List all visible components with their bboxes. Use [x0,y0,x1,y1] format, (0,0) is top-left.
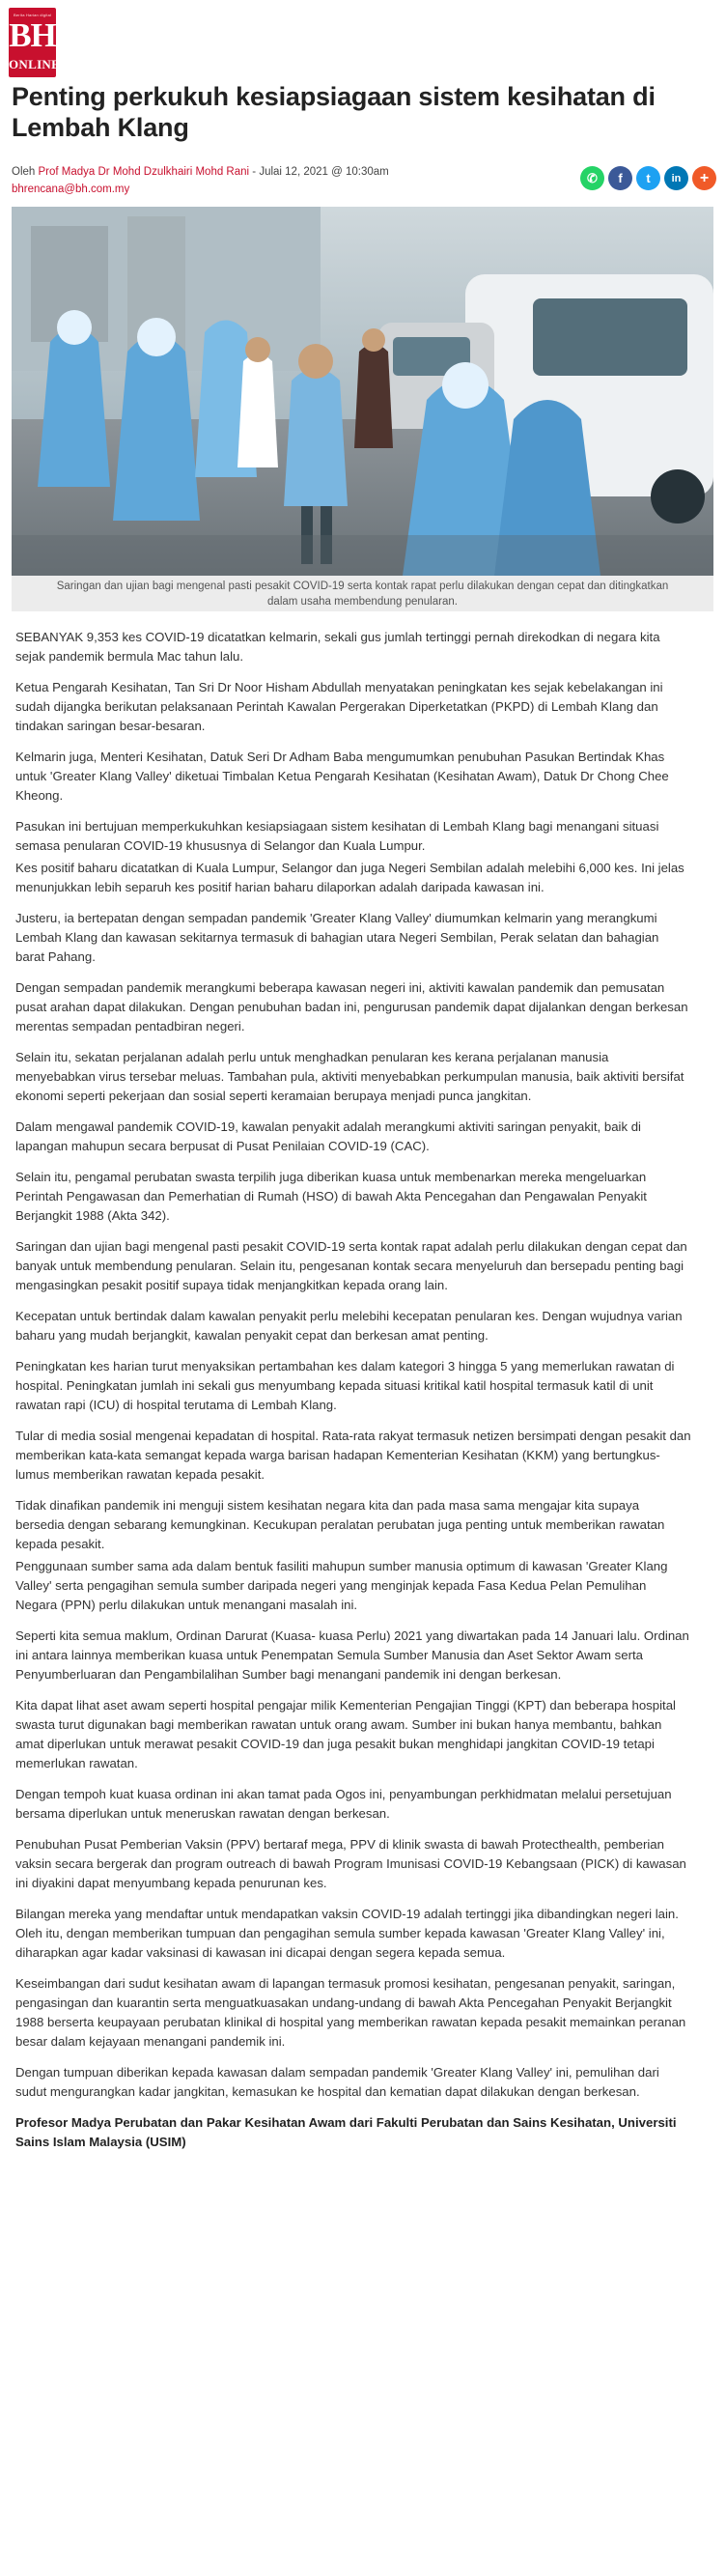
paragraph: Seperti kita semua maklum, Ordinan Darurat (Kuasa- kuasa Perlu) 2021 yang diwartakan pada 14 Januari lalu. Ordinan ini antara lainnya memberikan kuasa untuk Penempatan Semula Sumber Manusia dan Aset Sektor Awam serta Penyumberluaran dan Pengambilalihan Sumber bagi menangani pandemik ini dengan berkesan. [15,1628,689,1682]
paragraph: Tular di media sosial mengenai kepadatan di hospital. Rata-rata rakyat termasuk netizen bersimpati dengan pesakit dan memberikan kata-kata semangat kepada warga barisan hadapan Kementerian Kesihatan (KKM) yang bertungkus-lumus memberikan rawatan kepada pesakit. [15,1429,691,1482]
paragraph: Dengan tempoh kuat kuasa ordinan ini akan tamat pada Ogos ini, penyambungan perkhidmatan melalui persetujuan bersama diperlukan untuk meneruskan rawatan dengan berkesan. [15,1787,672,1821]
paragraph: Kelmarin juga, Menteri Kesihatan, Datuk Seri Dr Adham Baba mengumumkan penubuhan Pasukan Bertindak Khas untuk 'Greater Klang Valley' diketuai Timbalan Ketua Pengarah Kesihatan (Kesihatan Awam), Datuk Dr Chong Chee Kheong. [15,750,669,803]
paragraph: Keseimbangan dari sudut kesihatan awam di lapangan termasuk promosi kesihatan, pengesanan penyakit, saringan, pengasingan dan kuarantin serta menguatkuasakan undang-undang di bawah Akta Pencegahan Penyakit Berjangkit 1988 berserta keupayaan perubatan klinikal di hospital yang memberikan rawatan kepada pesakit memainkan peranan besar dalam kejayaan menangani pandemik ini. [15,1976,686,2049]
meta-prefix: Oleh [12,166,39,178]
twitter-icon[interactable]: t [636,166,660,190]
paragraph: Penubuhan Pusat Pemberian Vaksin (PPV) bertaraf mega, PPV di klinik swasta di bawah Protecthealth, pemberian vaksin secara bergerak dan program outreach di bawah Program Imunisasi COVID-19 Kebangsaan (PICK) di kawasan ini diyakini dapat menyumbang kepada penurunan kes. [15,1837,686,1890]
paragraph: Peningkatan kes harian turut menyaksikan pertambahan kes dalam kategori 3 hingga 5 yang memerlukan rawatan di hospital. Peningkatan jumlah ini sekali gus menyumbang kepada situasi kritikal katil hospital termasuk katil di unit rawatan rapi (ICU) di hospital terutama di Lembah Klang. [15,1359,675,1412]
paragraph: Kecepatan untuk bertindak dalam kawalan penyakit perlu melebihi kecepatan penularan kes. Dengan wujudnya varian baharu yang mudah berjangkit, kawalan penyakit cepat dan berkesan amat penting. [15,1309,683,1343]
author-email-link[interactable]: bhrencana@bh.com.my [12,184,130,195]
hero-photo-illustration [12,207,713,576]
paragraph: Ketua Pengarah Kesihatan, Tan Sri Dr Noor Hisham Abdullah menyatakan peningkatan kes sejak kebelakangan ini sudah dijangka berikutan pelaksanaan Perintah Kawalan Pergerakan Diperketatkan (PKPD) di Lembah Klang dan tindakan saringan besar-besaran. [15,680,663,733]
paragraph: SEBANYAK 9,353 kes COVID-19 dicatatkan kelmarin, sekali gus jumlah tertinggi pernah direkodkan di negara kita sejak pandemik bermula Mac tahun lalu. [15,630,660,664]
share-buttons [580,166,716,190]
linkedin-icon[interactable]: in [664,166,688,190]
paragraph: Dalam mengawal pandemik COVID-19, kawalan penyakit adalah merangkumi aktiviti saringan penyakit, baik di lapangan mahupun secara berpusat di Pusat Penilaian COVID-19 (CAC). [15,1119,641,1153]
paragraph: Selain itu, pengamal perubatan swasta terpilih juga diberikan kuasa untuk membenarkan mereka mengeluarkan Perintah Pengawasan dan Pemerhatian di Rumah (HSO) di bawah Akta Pencegahan dan Pengawalan Penyakit Berjangkit 1988 (Akta 342). [15,1170,647,1223]
author-link[interactable]: Prof Madya Dr Mohd Dzulkhairi Mohd Rani [38,166,250,178]
paragraph: Tidak dinafikan pandemik ini menguji sistem kesihatan negara kita dan pada masa sama mengajar kita supaya bersedia dengan sebarang kemungkinan. Kecukupan peralatan perubatan juga penting untuk memberikan rawatan kepada pesakit. [15,1498,665,1551]
paragraph: Penggunaan sumber sama ada dalam bentuk fasiliti mahupun sumber manusia optimum di kawasan 'Greater Klang Valley' serta pengagihan semula sumber daripada negeri yang menginjak kepada Fasa Kedua Pelan Pemulihan Negara (PPN) perlu dilakukan untuk menangani masalah ini. [15,1559,668,1612]
article-body [15,628,691,2164]
paragraph: Justeru, ia bertepatan dengan sempadan pandemik 'Greater Klang Valley' diumumkan kelmarin yang merangkumi Lembah Klang dan kawasan sekitarnya termasuk di bahagian utara Negeri Sembilan, Perak selatan dan bahagian barat Pahang. [15,911,659,964]
article-meta [12,166,389,178]
facebook-icon[interactable]: f [608,166,632,190]
paragraph: Dengan sempadan pandemik merangkumi beberapa kawasan negeri ini, aktiviti kawalan pandemik dan pemusatan pusat arahan dapat dilakukan. Dengan penubuhan badan ini, pengurusan pandemik dapat dijalankan dengan berkesan merentas sempadan pentadbiran negeri. [15,980,688,1033]
photo-caption: Saringan dan ujian bagi mengenal pasti pesakit COVID-19 serta kontak rapat perlu dilakukan dengan cepat dan ditingkatkan dalam usaha membendung penularan. [56,580,669,608]
logo-tagline: Berita Harian digital [14,13,52,17]
paragraph: Kita dapat lihat aset awam seperti hospital pengajar milik Kementerian Pengajian Tinggi (KPT) dan beberapa hospital swasta turut digunakan bagi memberikan rawatan untuk orang awam. Sumber ini bukan hanya membantu, bahkan amat diperlukan untuk merawat pesakit COVID-19 dan juga pesakit bukan menghidapi jangkitan COVID-19 tetapi memerlukan rawatan. [15,1698,676,1770]
logo-bh-text: BH [9,16,56,54]
paragraph: Pasukan ini bertujuan memperkukuhkan kesiapsiagaan sistem kesihatan di Lembah Klang bagi menangani situasi semasa penularan COVID-19 khususnya di Selangor dan Kuala Lumpur. [15,819,659,853]
logo-online-text: ONLINE [9,57,61,71]
article-title: Penting perkukuh kesiapsiagaan sistem kesihatan di Lembah Klang [12,82,656,142]
paragraph: Dengan tumpuan diberikan kepada kawasan dalam sempadan pandemik 'Greater Klang Valley' ini, pemulihan dari sudut mengurangkan kadar jangkitan, kemasukan ke hospital dan kematian dapat dilakukan dengan berkesan. [15,2065,659,2099]
hero-photo [12,207,713,576]
author-byline: Profesor Madya Perubatan dan Pakar Kesihatan Awam dari Fakulti Perubatan dan Sains Kesihatan, Universiti Sains Islam Malaysia (USIM) [15,2115,677,2149]
paragraph: Selain itu, sekatan perjalanan adalah perlu untuk menghadkan penularan kes kerana perjalanan manusia menyebabkan virus tersebar meluas. Tambahan pula, aktiviti menyebabkan perkumpulan manusia, baik aktiviti bersifat ekonomi seperti pekerjaan dan sosial seperti keramaian berupaya menjadi punca jangkitan. [15,1050,684,1103]
bh-online-logo[interactable] [9,8,61,77]
paragraph: Kes positif baharu dicatatkan di Kuala Lumpur, Selangor dan juga Negeri Sembilan adalah melebihi 6,000 kes. Ini jelas menunjukkan lebih separuh kes positif harian baharu dilaporkan adalah daripada kawasan ini. [15,861,684,894]
paragraph: Bilangan mereka yang mendaftar untuk mendapatkan vaksin COVID-19 adalah tertinggi jika dibandingkan negeri lain. Oleh itu, dengan memberikan tumpuan dan pengagihan semula sumber kepada kawasan 'Greater Klang Valley' ini, diharapkan agar kadar vaksinasi di kawasan ini dicapai dengan segera kepada semua. [15,1907,679,1960]
photo-caption-bar [12,576,713,611]
whatsapp-icon[interactable]: ✆ [580,166,604,190]
paragraph: Saringan dan ujian bagi mengenal pasti pesakit COVID-19 serta kontak rapat adalah perlu dilakukan dengan cepat dan banyak untuk membendung penularan. Selain itu, pengesanan kontak secara menyeluruh dan bersepadu penting bagi mengasingkan pesakit positif supaya tidak menjangkitkan kepada orang lain. [15,1239,687,1292]
publish-date: - Julai 12, 2021 @ 10:30am [249,166,389,178]
more-share-icon[interactable]: + [692,166,716,190]
